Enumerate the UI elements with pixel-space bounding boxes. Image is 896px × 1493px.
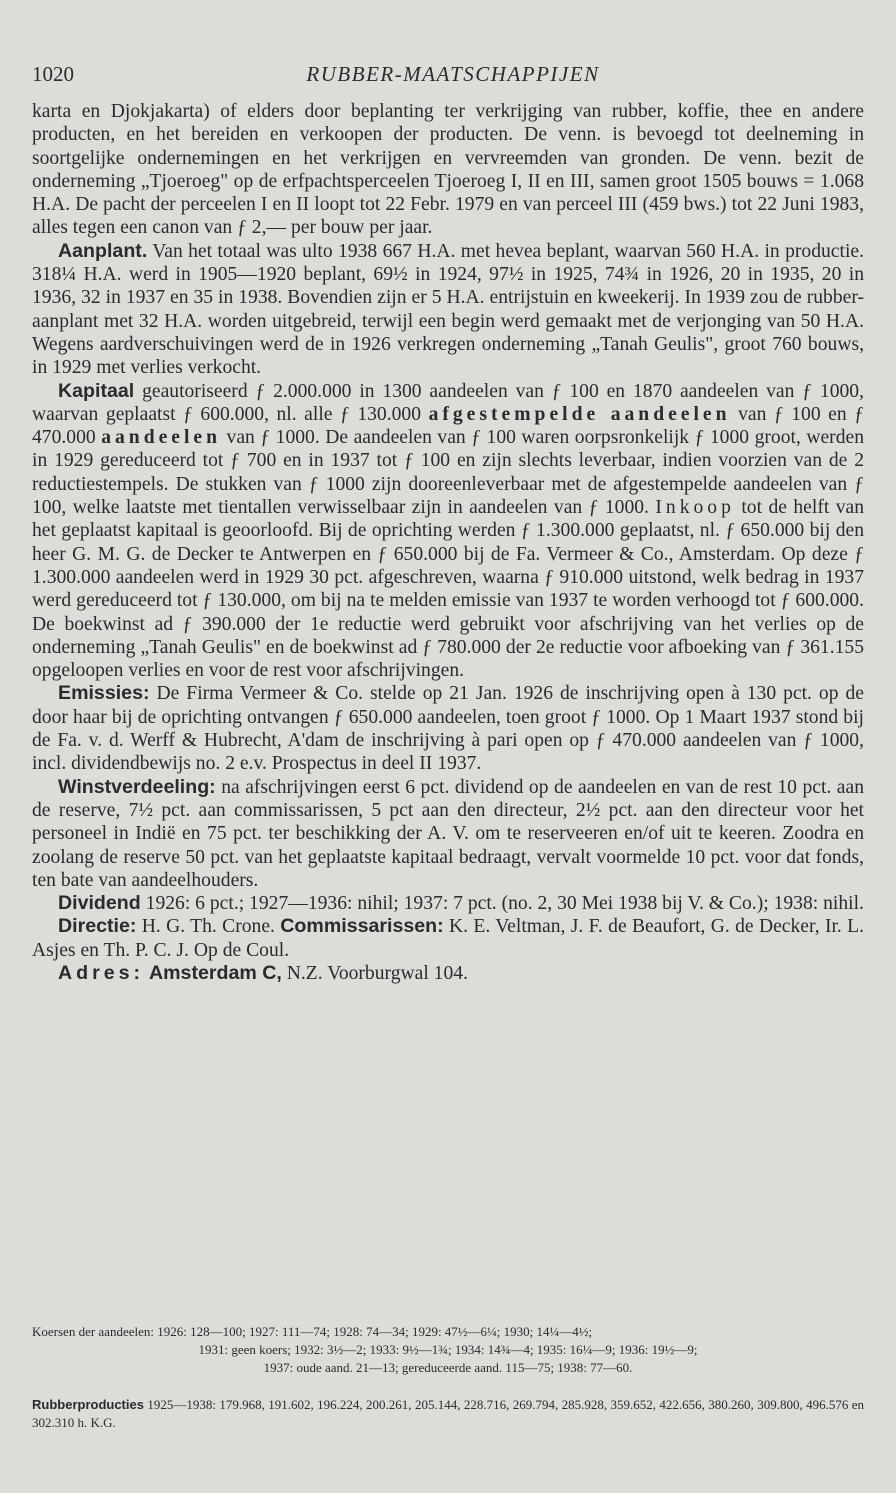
emissies-text: De Firma Vermeer & Co. stelde op 21 Jan. 1926 de inschrijving open à 130 pct. op de door haar bij de oprichting ontvangen ƒ 650.000 aandeelen, toen groot ƒ 1000. Op 1 Maart 1937 stond bij de Fa. v. d. Werff & Hubrecht, A'dam de inschrijving à pari open op ƒ 470.000 aandeelen van ƒ 1000, incl. dividendbewijs no. 2 e.v. Prospectus in deel II 1937. bbox=[32, 683, 864, 775]
intro-paragraph: karta en Djokjakarta) of elders door beplanting ter verkrijging van rubber, koffie, thee en andere producten, en het bereiden en verkoopen der producten. De venn. is bevoegd tot deelneming in soortgelijke ondernemingen en het verkrijgen en vervreemden van gronden. De venn. bezit de onderneming „Tjoeroeg" op de erfpachtsperceelen Tjoeroeg I, II en III, samen groot 1505 bouws = 1.068 H.A. De pacht der perceelen I en II loopt tot 22 Febr. 1979 en van perceel III (459 bws.) tot 22 Juni 1983, alles tegen een canon van ƒ 2,— per bouw per jaar. bbox=[32, 101, 864, 239]
koersen-line-2: 1931: geen koers; 1932: 3½—2; 1933: 9½—1¾; 1934: 14¾—4; 1935: 16¼—9; 1936: 19½—9; bbox=[198, 1342, 698, 1357]
adres-paragraph bbox=[32, 962, 864, 985]
directie-paragraph bbox=[32, 915, 864, 962]
aanplant-label: Aanplant. bbox=[58, 239, 148, 262]
directie-label: Directie: bbox=[58, 915, 137, 938]
rubberproducties-label: Rubberproducties bbox=[32, 1397, 144, 1412]
kapitaal-text-1: geautoriseerd ƒ 2.000.000 in 1300 aandeelen van ƒ 100 en 1870 aandeelen van ƒ 1000, waarvan geplaatst ƒ 600.000, nl. alle ƒ 130.000 bbox=[32, 380, 864, 425]
winstverdeeling-paragraph bbox=[32, 776, 864, 892]
adres-city: Amsterdam C, bbox=[148, 961, 282, 984]
aanplant-paragraph bbox=[32, 240, 864, 380]
page-number: 1020 bbox=[32, 62, 74, 86]
kapitaal-spaced-2: aandeelen bbox=[101, 427, 222, 449]
kapitaal-text-2: van ƒ 100 en ƒ 470.000 bbox=[32, 403, 864, 449]
kapitaal-paragraph bbox=[32, 380, 864, 683]
commissarissen-label: Commissarissen: bbox=[280, 915, 444, 938]
aanplant-text: Van het totaal was ulto 1938 667 H.A. met hevea beplant, waarvan 560 H.A. in productie. 318¼ H.A. werd in 1905—1920 beplant, 69½ in 1924, 97½ in 1925, 74¾ in 1926, 20 in 1935, 20 in 1936, 32 in 1937 en 35 in 1938. Bovendien zijn er 5 H.A. entrijstuin en kweekerij. In 1939 zou de rubber-aanplant met 32 H.A. worden uitgebreid, terwijl een begin werd gemaakt met de verjonging van 50 H.A. Wegens aardverschuivingen werd de in 1926 verkregen onderneming „Tanah Geulis", groot 760 bouws, in 1929 met verlies verkocht. bbox=[32, 240, 864, 379]
koersen-block bbox=[32, 1323, 864, 1377]
emissies-label: Emissies: bbox=[58, 682, 150, 705]
running-title: RUBBER-MAATSCHAPPIJEN bbox=[306, 62, 600, 86]
rubberproducties-paragraph bbox=[32, 1396, 864, 1432]
dividend-label: Dividend bbox=[58, 892, 141, 915]
kapitaal-text-4: tot de helft van het geplaatst kapitaal is geoorloofd. Bij de oprichting werden ƒ 1.300.000 geplaatst, nl. ƒ 650.000 bij den heer G. M. G. de Decker te Antwerpen en ƒ 650.000 bij de Fa. Vermeer & Co., Amsterdam. Op deze ƒ 1.300.000 aandeelen werd in 1929 30 pct. afgeschreven, waarna ƒ 910.000 uitstond, welk bedrag in 1937 werd gereduceerd tot ƒ 130.000, om bij na te melden emissie van 1937 te worden verhoogd tot ƒ 600.000. De boekwinst ad ƒ 390.000 der 1e reductie werd gebruikt voor afschrijving van het verlies op de onderneming „Tanah Geulis" en de boekwinst ad ƒ 780.000 der 2e reductie voor afboeking van ƒ 361.155 opgeloopen verlies en voor de rest voor afschrijvingen. bbox=[32, 497, 865, 682]
dividend-text: 1926: 6 pct.; 1927—1936: nihil; 1937: 7 pct. (no. 2, 30 Mei 1938 bij V. & Co.); 1938: nihil. bbox=[145, 893, 864, 915]
kapitaal-label: Kapitaal bbox=[58, 379, 135, 402]
commissarissen-text: K. E. Veltman, J. F. de Beaufort, G. de Decker, Ir. L. Asjes en Th. P. C. J. Op de Coul. bbox=[32, 916, 865, 961]
directie-text: H. G. Th. Crone. bbox=[141, 916, 275, 938]
winstverdeeling-text: na afschrijvingen eerst 6 pct. dividend op de aandeelen en van de rest 10 pct. aan de reserve, 7½ pct. aan commissarissen, 5 pct aan den directeur, 2½ pct. aan den directeur voor het personeel in Indië en 75 pct. ter beschikking der A. V. om te reserveeren en/of uit te keeren. Zoodra en zoolang de reserve 50 pct. van het geplaatste kapitaal bedraagt, vervalt voormelde 10 pct. voor dat fonds, ten bate van aandeelhouders. bbox=[32, 776, 864, 891]
dividend-paragraph bbox=[32, 892, 864, 915]
adres-label: Adres: bbox=[58, 961, 145, 984]
rubberproducties-text: 1925—1938: 179.968, 191.602, 196.224, 200.261, 205.144, 228.716, 269.794, 285.928, 359.652, 422.656, 380.260, 309.800, 496.576 en 302.310 h. K.G. bbox=[32, 1397, 865, 1430]
main-text bbox=[32, 100, 864, 985]
adres-text: N.Z. Voorburgwal 104. bbox=[286, 962, 468, 984]
page-header bbox=[32, 62, 864, 88]
kapitaal-text-3: van ƒ 1000. De aandeelen van ƒ 100 waren oorpsronkelijk ƒ 1000 groot, werden in 1929 gereduceerd tot ƒ 700 en in 1937 tot ƒ 100 en zijn slechts leverbaar, indien voorzien van de 2 reductiestempels. De stukken van ƒ 1000 zijn dooreenleverbaar met de afgestempelde aandeelen van ƒ 100, welke laatste met tientallen verwisselbaar zijn in aandeelen van ƒ 1000. bbox=[32, 427, 865, 519]
koersen-line-1: Koersen der aandeelen: 1926: 128—100; 1927: 111—74; 1928: 74—34; 1929: 47½—6¼; 1930; 14¼—4½; bbox=[32, 1324, 593, 1339]
kapitaal-spaced-3: Inkoop bbox=[655, 497, 735, 519]
koersen-line-3: 1937: oude aand. 21—13; gereduceerde aand. 115—75; 1938: 77—60. bbox=[263, 1360, 633, 1375]
rubberproducties-block bbox=[32, 1396, 864, 1432]
emissies-paragraph bbox=[32, 682, 864, 775]
winstverdeeling-label: Winstverdeeling: bbox=[58, 775, 216, 798]
kapitaal-spaced-1: afgestempelde aandeelen bbox=[428, 403, 731, 425]
